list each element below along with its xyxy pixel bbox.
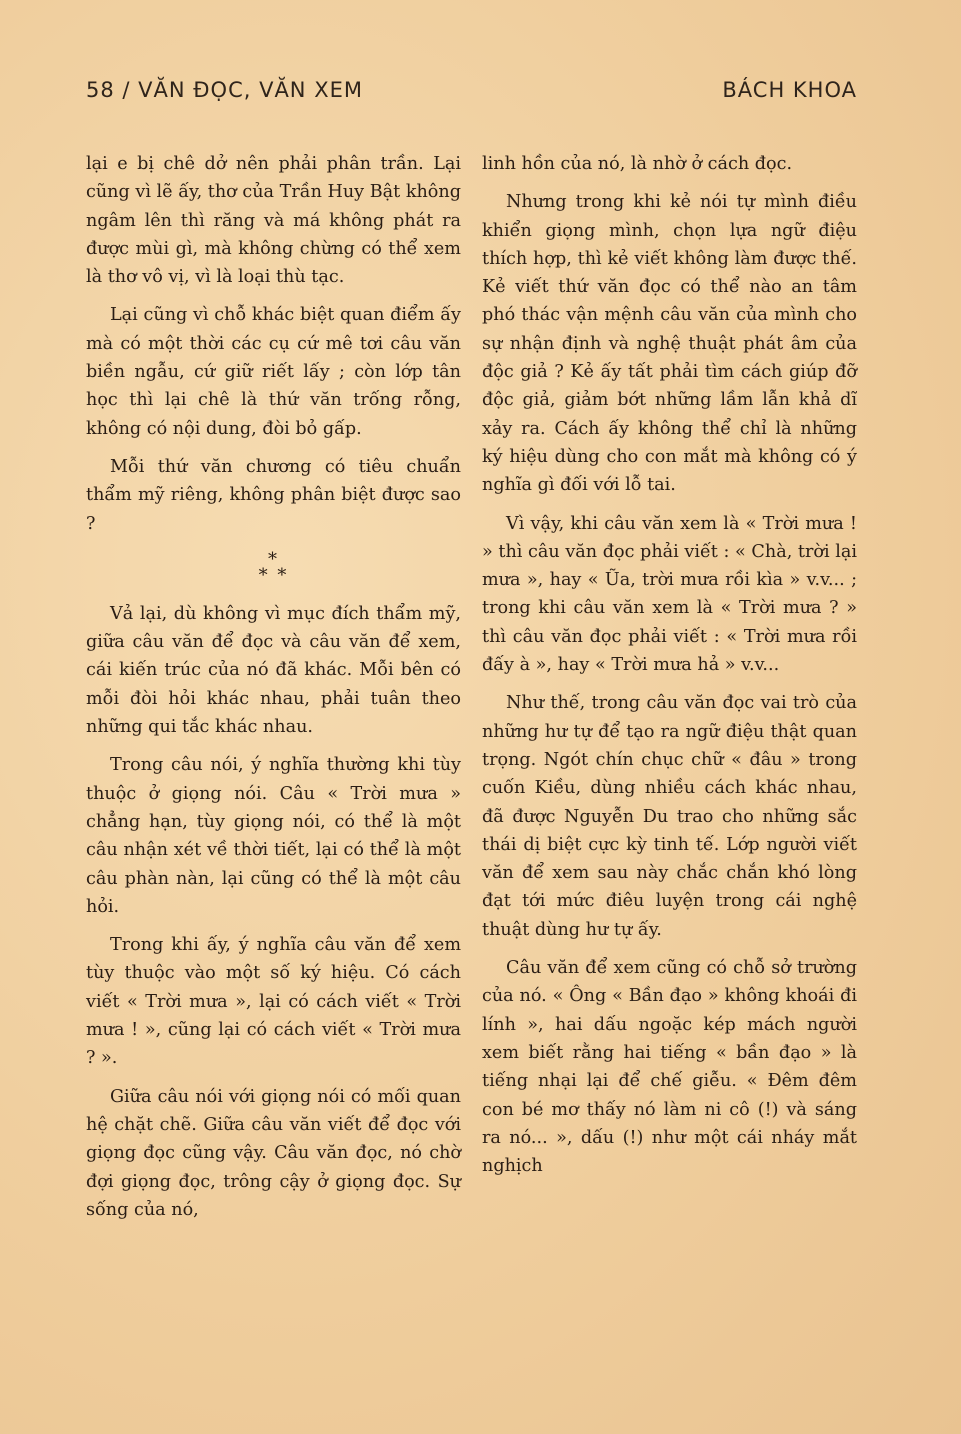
divider-star-top: * — [268, 548, 279, 570]
paragraph: Vì vậy, khi câu văn xem là « Trời mưa ! » thì câu văn đọc phải viết : « Chà, trời lại mưa », hay « Ũa, trời mưa rồi kìa » v.v... ; trong khi câu văn xem là « Trời mưa ? » thì câu văn đọc phải viết : « Trời mưa rồi đấy à », hay « Trời mưa hả » v.v... — [482, 513, 857, 676]
page-header — [86, 78, 857, 102]
left-column — [86, 150, 461, 1234]
paragraph: linh hồn của nó, là nhờ ở cách đọc. — [482, 154, 793, 174]
paragraph: Giữa câu nói với giọng nói có mối quan hệ chặt chẽ. Giữa câu văn viết để đọc với giọng đọc cũng vậy. Câu văn đọc, nó chờ đợi giọng đọc, trông cậy ở giọng đọc. Sự sống của nó, — [86, 1086, 461, 1220]
paragraph: Trong câu nói, ý nghĩa thường khi tùy thuộc ở giọng nói. Câu « Trời mưa » chẳng hạn, tùy giọng nói, có thể là một câu nhận xét về thời tiết, lại có thể là một câu phàn nàn, lại cũng có thể là một câu hỏi. — [86, 755, 461, 917]
paragraph: Vả lại, dù không vì mục đích thẩm mỹ, giữa câu văn để đọc và câu văn để xem, cái kiến trúc của nó đã khác. Mỗi bên có mỗi đòi hỏi khác nhau, phải tuân theo những qui tắc khác nhau. — [86, 603, 461, 738]
paragraph: lại e bị chê dở nên phải phân trần. Lại cũng vì lẽ ấy, thơ của Trần Huy Bật không ngâm lên thì răng và má không phát ra được mùi gì, mà không chừng có thể xem là thơ vô vị, vì là loại thù tạc. — [86, 154, 461, 288]
header-left: 58 / VĂN ĐỌC, VĂN XEM — [86, 78, 363, 102]
divider-star-bottom: * * — [258, 564, 289, 586]
paragraph: Như thế, trong câu văn đọc vai trò của những hư tự để tạo ra ngữ điệu thật quan trọng. Ngót chín chục chữ « đâu » trong cuốn Kiều, dùng nhiều cách khác nhau, đã được Nguyễn Du trao cho những sắc thái dị biệt cực kỳ tinh tế. Lớp người viết văn để xem sau này chắc chắn khó lòng đạt tới mức điêu luyện trong cái nghệ thuật dùng hư tự ấy. — [482, 693, 857, 940]
paragraph: Câu văn để xem cũng có chỗ sở trường của nó. « Ông « Bần đạo » không khoái đi lính », hai dấu ngoặc kép mách người xem biết rằng hai tiếng « bần đạo » là tiếng nhại lại để chế giễu. « Đêm đêm con bé mơ thấy nó làm ni cô (!) và sáng ra nó... », dấu (!) như một cái nháy mắt nghịch — [482, 958, 857, 1177]
header-right: BÁCH KHOA — [722, 78, 857, 102]
section-divider — [86, 548, 461, 586]
paragraph: Lại cũng vì chỗ khác biệt quan điểm ấy mà có một thời các cụ cứ mê tơi câu văn biền ngẫu, cứ giữ riết lấy ; còn lớp tân học thì lại chê là thứ văn trống rỗng, không có nội dung, đòi bỏ gấp. — [86, 305, 461, 439]
paragraph: Nhưng trong khi kẻ nói tự mình điều khiển giọng mình, chọn lựa ngữ điệu thích hợp, thì kẻ viết không làm được thế. Kẻ viết thứ văn đọc có thể nào an tâm phó thác vận mệnh câu văn của mình cho sự nhận định và nghệ thuật phát âm của độc giả ? Kẻ ấy tất phải tìm cách giúp đỡ độc giả, giảm bớt những lầm lẫn khả dĩ xảy ra. Cách ấy không thể chỉ là những ký hiệu dùng cho con mắt mà không có ý nghĩa gì đối với lỗ tai. — [482, 192, 857, 496]
right-column — [482, 150, 857, 1190]
paragraph: Trong khi ấy, ý nghĩa câu văn để xem tùy thuộc vào một số ký hiệu. Có cách viết « Trời mưa », lại có cách viết « Trời mưa ! », cũng lại có cách viết « Trời mưa ? ». — [86, 935, 461, 1069]
paragraph: Mỗi thứ văn chương có tiêu chuẩn thẩm mỹ riêng, không phân biệt được sao ? — [86, 456, 461, 534]
